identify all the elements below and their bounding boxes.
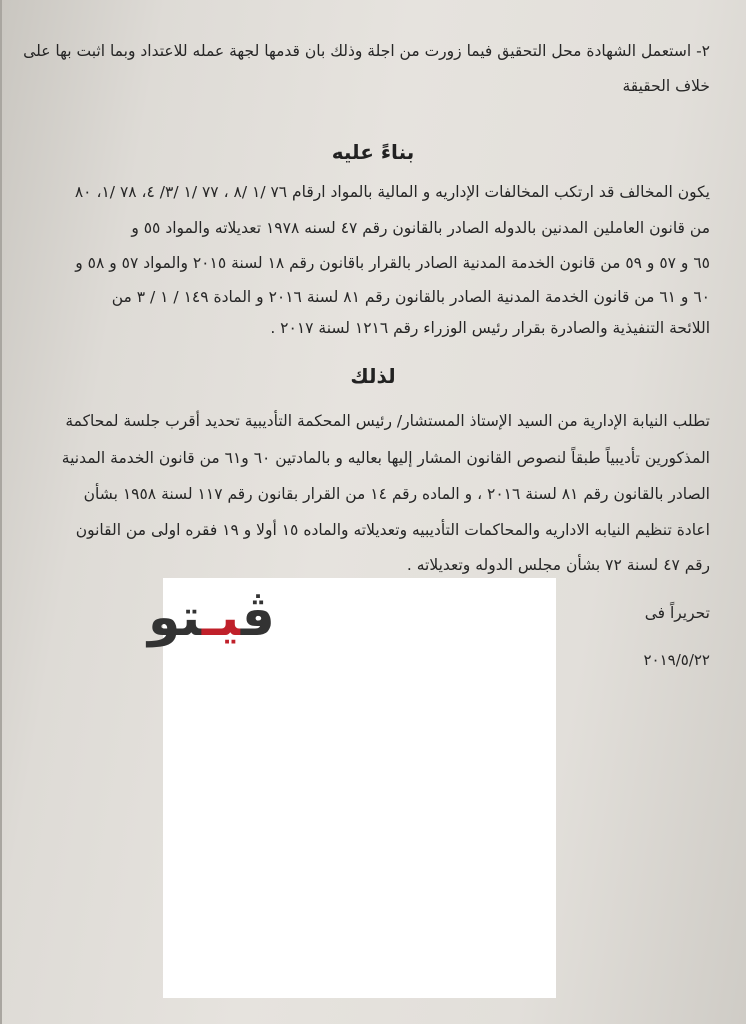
- watermark-logo: [148, 588, 275, 648]
- section-heading-accordingly: بناءً عليه: [331, 140, 415, 164]
- paragraph2-line-5: رقم ٤٧ لسنة ٧٢ بشأن مجلس الدوله وتعديلاته .: [406, 556, 710, 574]
- paragraph1-line-1: يكون المخالف قد ارتكب المخالفات الإداريه و المالية بالمواد ارقام ٧٦ /١ /٨ ، ٧٧ /١ /٣/ ٤، ٧٨ /١، ٨٠: [74, 183, 710, 201]
- paragraph2-line-4: اعادة تنظيم النيابه الاداريه والمحاكمات التأديبيه وتعديلاته والماده ١٥ أولا و ١٩ فقره اولى من القانون: [75, 521, 710, 539]
- watermark-middle: يـ: [201, 588, 241, 648]
- intro-line-2: خلاف الحقيقة: [622, 77, 710, 95]
- paragraph1-line-4: ٦٠ و ٦١ من قانون الخدمة المدنية الصادر بالقانون رقم ٨١ لسنة ٢٠١٦ و المادة ١٤٩ / ١ / ٣ من: [111, 288, 710, 306]
- paragraph2-line-1: تطلب النيابة الإدارية من السيد الإستاذ المستشار/ رئيس المحكمة التأديبية تحديد أقرب جلسة لمحاكمة: [65, 412, 710, 430]
- signoff-label: تحريراً فى: [644, 604, 710, 622]
- signoff-date: ٢٠١٩/٥/٢٢: [643, 651, 710, 669]
- paragraph1-line-2: من قانون العاملين المدنين بالدوله الصادر بالقانون رقم ٤٧ لسنه ١٩٧٨ تعديلاته والمواد ٥٥ و: [131, 219, 710, 237]
- paragraph2-line-3: الصادر بالقانون رقم ٨١ لسنة ٢٠١٦ ، و الماده رقم ١٤ من القرار بقانون رقم ١١٧ لسنة ١٩٥٨ بشأن: [83, 485, 710, 503]
- paragraph1-line-5: اللائحة التنفيذية والصادرة بقرار رئيس الوزراء رقم ١٢١٦ لسنة ٢٠١٧ .: [270, 319, 710, 337]
- watermark-suffix: تو: [148, 588, 202, 648]
- watermark-prefix: ڤ: [240, 588, 275, 648]
- intro-line-1: ٢- استعمل الشهادة محل التحقيق فيما زورت من اجلة وذلك بان قدمها لجهة عمله للاعتداد وبما اثبت بها على: [23, 42, 710, 60]
- paragraph1-line-3: ٦٥ و ٥٧ و ٥٩ من قانون الخدمة المدنية الصادر بالقرار باقانون رقم ١٨ لسنة ٢٠١٥ والمواد ٥٧ و ٥٨ و: [75, 254, 710, 272]
- section-heading-therefore: لذلك: [350, 364, 396, 388]
- paragraph2-line-2: المذكورين تأديبياً طبقاً لنصوص القانون المشار إليها بعاليه و بالمادتين ٦٠ و٦١ من قانون الخدمة المدنية: [61, 449, 710, 467]
